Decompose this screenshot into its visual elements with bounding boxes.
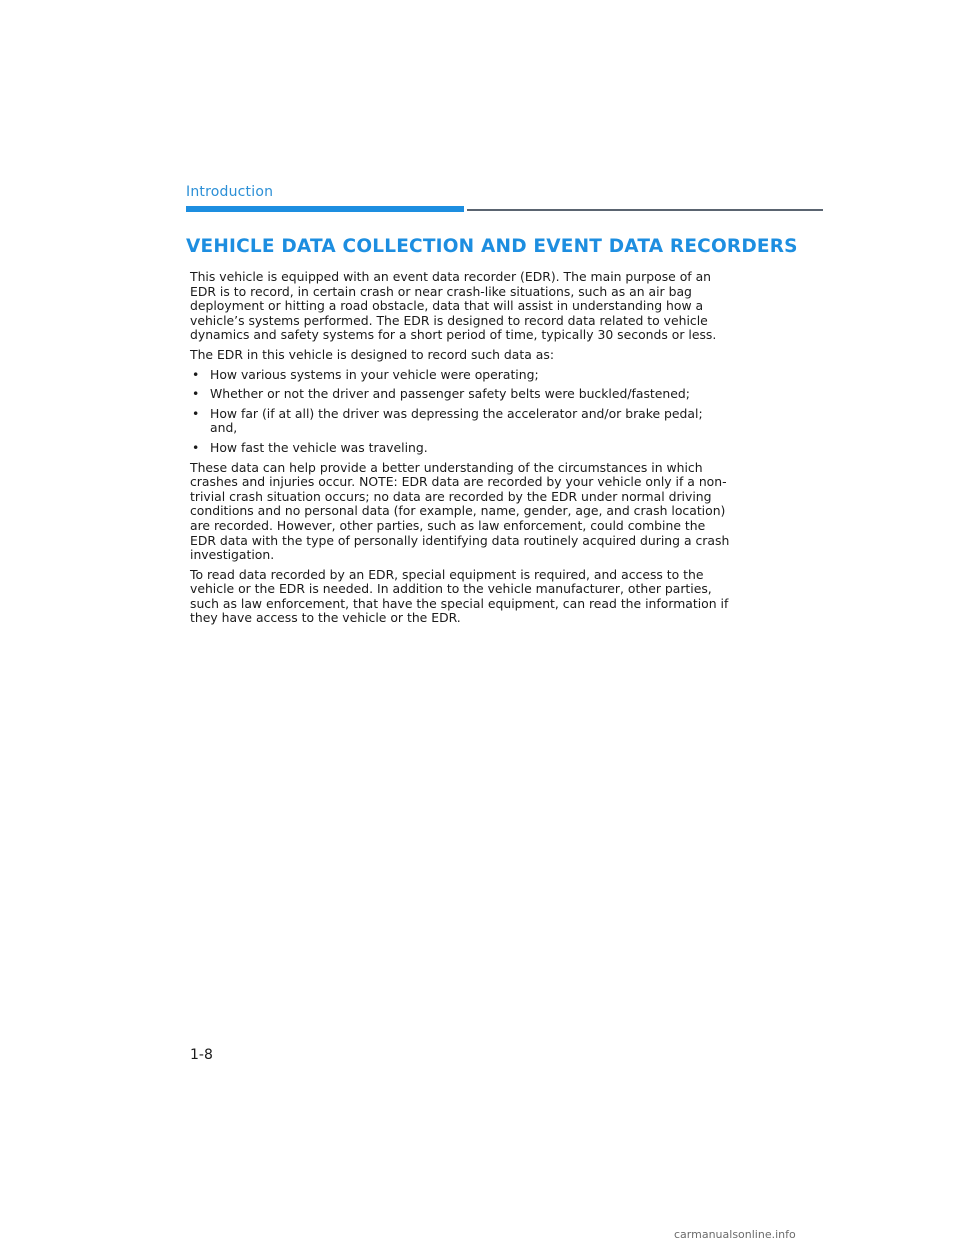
list-item-text: How various systems in your vehicle were operating;	[210, 366, 539, 382]
list-item-text: How fast the vehicle was traveling.	[210, 439, 428, 455]
list-item	[190, 387, 732, 402]
page-title: VEHICLE DATA COLLECTION AND EVENT DATA RECORDERS	[186, 236, 798, 257]
header-rule-thick	[186, 206, 464, 212]
data-list	[190, 368, 732, 456]
header-rule-thin	[467, 209, 823, 211]
list-item	[190, 407, 732, 436]
paragraph-understanding: These data can help provide a better understanding of the circumstances in which crashes and injuries occur. NOTE: EDR data are recorded by your vehicle only if a non-trivial crash situation occurs; no data are recorded by the EDR under normal driving conditions and no personal data (for example, name, gender, age, and crash location) are recorded. However, other parties, such as law enforcement, could combine the EDR data with the type of personally identifying data routinely acquired during a crash investigation.	[190, 459, 730, 563]
list-item-text: How far (if at all) the driver was depressing the accelerator and/or brake pedal; and,	[210, 405, 703, 436]
bullet-icon: •	[192, 405, 200, 421]
bullet-icon: •	[192, 439, 200, 455]
list-item-text: Whether or not the driver and passenger safety belts were buckled/fastened;	[210, 386, 690, 402]
list-item	[190, 368, 732, 383]
paragraph-list-intro: The EDR in this vehicle is designed to record such data as:	[190, 346, 554, 362]
list-item	[190, 441, 732, 456]
section-label: Introduction	[186, 184, 274, 200]
body-text	[190, 270, 732, 631]
watermark: carmanualsonline.info	[674, 1228, 796, 1241]
page-number: 1-8	[190, 1047, 213, 1063]
bullet-icon: •	[192, 386, 200, 402]
bullet-icon: •	[192, 366, 200, 382]
paragraph-access: To read data recorded by an EDR, special equipment is required, and access to the vehicle or the EDR is needed. In addition to the vehicle manufacturer, other parties, such as law enforcement, that have the special equipment, can read the information if they have access to the vehicle or the EDR.	[190, 566, 729, 626]
paragraph-intro: This vehicle is equipped with an event data recorder (EDR). The main purpose of an EDR is to record, in certain crash or near crash-like situations, such as an air bag deployment or hitting a road obstacle, data that will assist in understanding how a vehicle’s systems performed. The EDR is designed to record data related to vehicle dynamics and safety systems for a short period of time, typically 30 seconds or less.	[190, 269, 717, 343]
